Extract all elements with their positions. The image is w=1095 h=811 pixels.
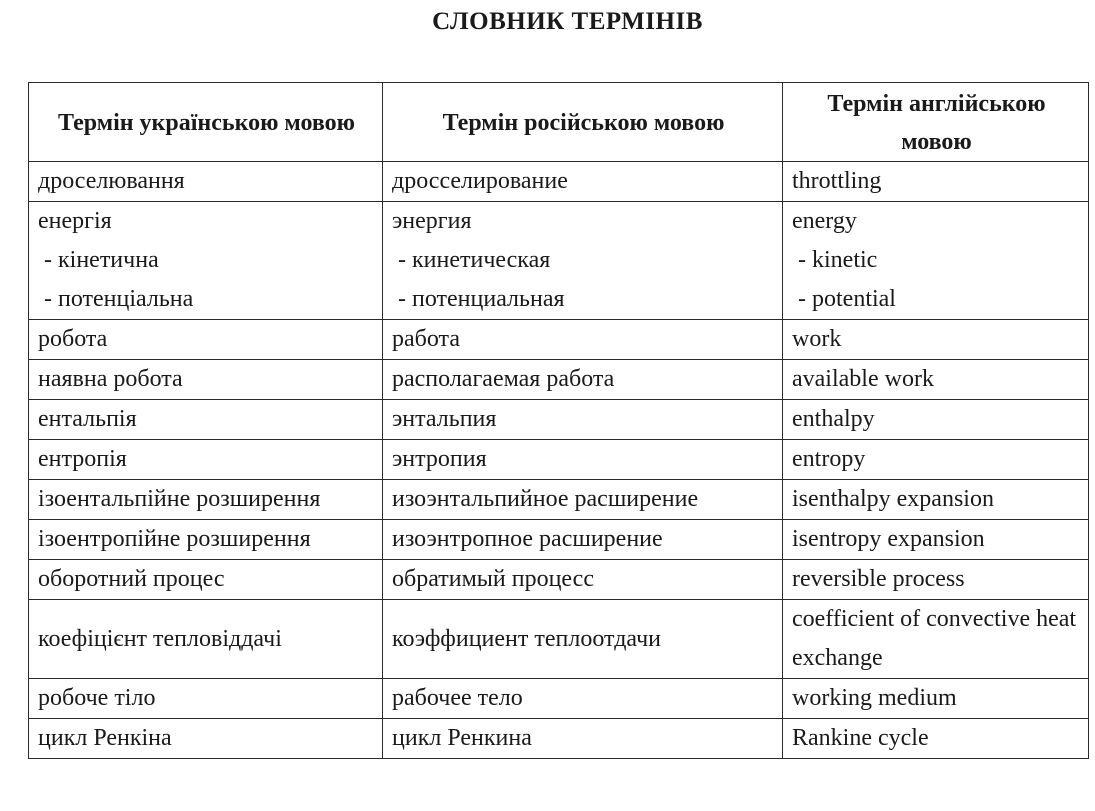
header-row <box>29 83 1089 162</box>
table-row <box>29 360 1089 400</box>
table-row <box>29 560 1089 600</box>
table-row <box>29 480 1089 520</box>
table-row <box>29 202 1089 320</box>
term-uk: робоче тіло <box>29 679 383 719</box>
term-ru: дросселирование <box>383 162 783 202</box>
term-en-sub: - kinetic <box>798 247 878 273</box>
term-en: available work <box>783 360 1089 400</box>
term-ru: обратимый процесс <box>383 560 783 600</box>
term-uk-sub: - потенціальна <box>44 286 194 312</box>
term-ru: рабочее тело <box>383 679 783 719</box>
glossary-table <box>28 82 1089 759</box>
term-uk-group <box>29 202 383 320</box>
term-en: isenthalpy expansion <box>783 480 1089 520</box>
table-row <box>29 679 1089 719</box>
table-row <box>29 162 1089 202</box>
term-en-sub: - potential <box>798 286 896 312</box>
term-en-group <box>783 202 1089 320</box>
page-title: СЛОВНИК ТЕРМІНІВ <box>432 8 703 35</box>
term-uk: ізоентропійне розширення <box>29 520 383 560</box>
table-row <box>29 600 1089 679</box>
term-ru: энтропия <box>383 440 783 480</box>
header-russian: Термін російською мовою <box>383 83 783 162</box>
term-uk: оборотний процес <box>29 560 383 600</box>
term-en: energy <box>792 208 857 234</box>
term-en: isentropy expansion <box>783 520 1089 560</box>
term-ru-group <box>383 202 783 320</box>
term-uk: цикл Ренкіна <box>29 719 383 759</box>
term-ru: энтальпия <box>383 400 783 440</box>
table-row <box>29 400 1089 440</box>
term-ru-sub: - кинетическая <box>398 247 551 273</box>
header-ukrainian: Термін українською мовою <box>29 83 383 162</box>
term-uk: ентальпія <box>29 400 383 440</box>
term-uk: ізоентальпійне розширення <box>29 480 383 520</box>
term-ru-sub: - потенциальная <box>398 286 565 312</box>
header-english: Термін англійською мовою <box>783 83 1089 162</box>
term-uk: коефіцієнт тепловіддачі <box>29 600 383 679</box>
term-uk: енергія <box>38 208 112 234</box>
term-ru: изоэнтальпийное расширение <box>383 480 783 520</box>
table-row <box>29 320 1089 360</box>
term-ru: цикл Ренкина <box>383 719 783 759</box>
term-en: Rankine cycle <box>783 719 1089 759</box>
term-ru: коэффициент теплоотдачи <box>383 600 783 679</box>
term-ru: изоэнтропное расширение <box>383 520 783 560</box>
term-en: reversible process <box>783 560 1089 600</box>
term-en: work <box>783 320 1089 360</box>
term-uk: дроселювання <box>29 162 383 202</box>
term-uk: ентропія <box>29 440 383 480</box>
term-en: coefficient of convective heat exchange <box>783 600 1089 679</box>
table-row <box>29 440 1089 480</box>
term-ru: работа <box>383 320 783 360</box>
term-en: entropy <box>783 440 1089 480</box>
term-en: throttling <box>783 162 1089 202</box>
term-ru: располагаемая работа <box>383 360 783 400</box>
term-uk-sub: - кінетична <box>44 247 159 273</box>
term-uk: робота <box>29 320 383 360</box>
table-row <box>29 719 1089 759</box>
term-en: enthalpy <box>783 400 1089 440</box>
term-uk: наявна робота <box>29 360 383 400</box>
table-row <box>29 520 1089 560</box>
term-ru: энергия <box>392 208 472 234</box>
term-en: working medium <box>783 679 1089 719</box>
